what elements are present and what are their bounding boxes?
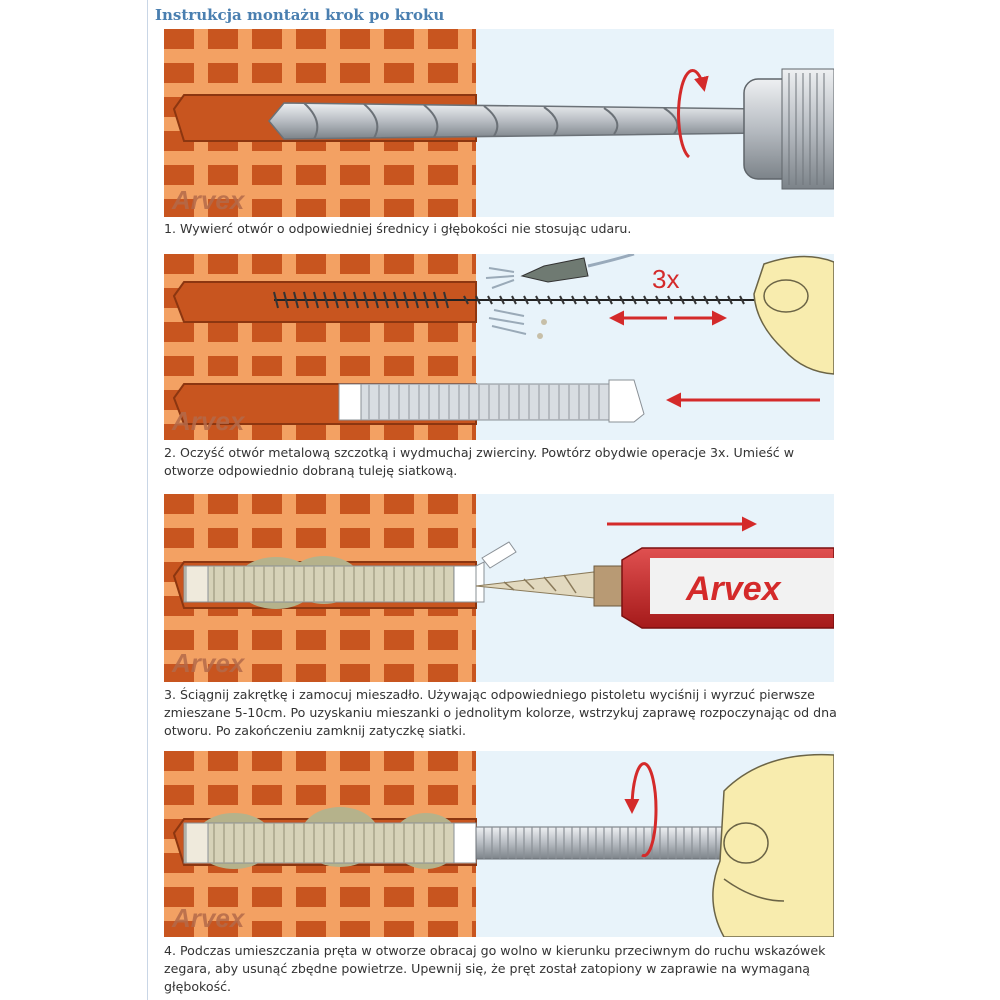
mortar-filled-sleeve (184, 807, 476, 869)
step-3-caption: 3. Ściągnij zakrętkę i zamocuj mieszadło. Używając odpowiedniego pistoletu wyciśnij i wyrzuć pierwsze zmieszane 5-10cm. Po uzyskaniu mieszanki o jednolitym kolorze, wstrzykuj zaprawę rozpoczynając od dna otworu. Po zakończeniu zamknij zatyczkę siatki. (164, 687, 837, 738)
step-2-caption: 2. Oczyść otwór metalową szczotką i wydmuchaj zwierciny. Powtórz obydwie operacje 3x. Umieść w otworze odpowiednio dobraną tuleję siatkową. (164, 445, 795, 478)
page-title: Instrukcja montażu krok po kroku (155, 6, 445, 24)
mesh-sleeve (339, 380, 644, 422)
step-1-caption: 1. Wywierć otwór o odpowiedniej średnicy i głębokości nie stosując udaru. (164, 221, 632, 236)
step-4-caption: 4. Podczas umieszczania pręta w otworze obracaj go wolno w kierunku przeciwnym do ruchu wskazówek zegara, aby usunąć zbędne powietrze. Upewnij się, że pręt został zatopiony w zaprawie na wymaganą głębokość. (164, 943, 826, 994)
arvex-watermark: Arvex (172, 406, 245, 436)
cartridge-gun (622, 548, 834, 628)
arvex-watermark: Arvex (172, 185, 245, 215)
step-1-illustration (164, 29, 834, 217)
arvex-cartridge-logo: Arvex (686, 570, 781, 608)
threaded-rod (476, 827, 736, 859)
step-4-illustration (164, 751, 834, 937)
step-3-illustration (164, 494, 834, 682)
arvex-watermark: Arvex (172, 903, 245, 933)
step-2-illustration (164, 254, 834, 440)
drill-bit (269, 103, 764, 139)
arvex-watermark: Arvex (172, 648, 245, 678)
drill-chuck (744, 69, 834, 189)
repeat-label: 3x (652, 264, 680, 294)
